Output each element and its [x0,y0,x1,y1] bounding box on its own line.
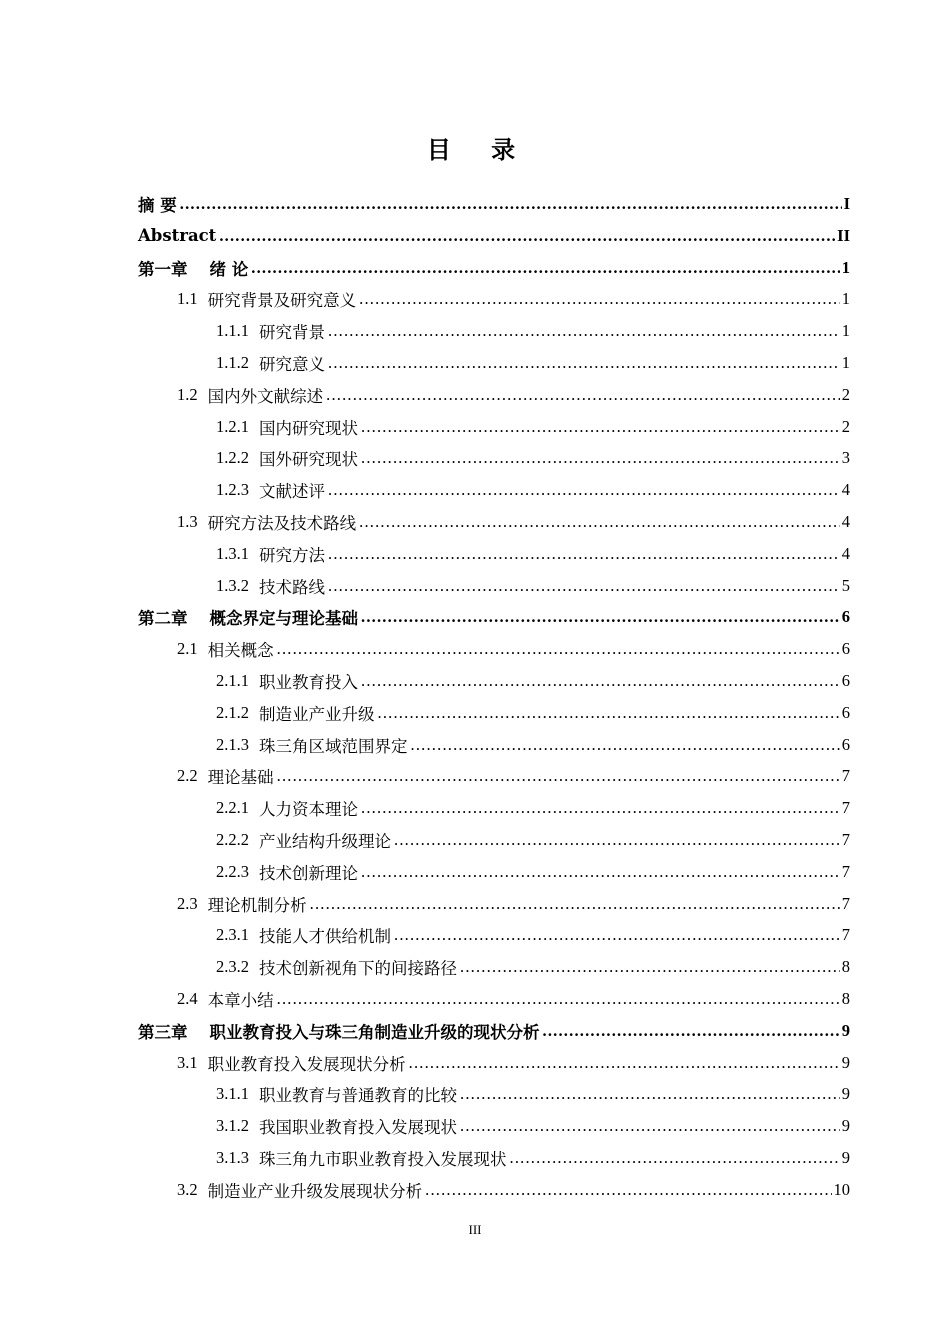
toc-entry-number: 2.3.2 [216,957,249,977]
toc-entry-label: 研究背景 [259,323,325,343]
toc-entry[interactable] [216,474,850,506]
toc-entry-number: 1.3 [177,512,198,531]
toc-entry[interactable] [216,538,850,570]
toc-entry-label: 绪 论 [209,259,249,279]
toc-entry-label: 职业教育投入 [259,673,358,692]
toc-entry-number: 3.1 [177,1052,198,1072]
toc-entry-page: II [837,225,850,245]
toc-entry[interactable] [216,792,850,824]
toc-entry-number: 2.4 [177,989,198,1008]
toc-entry-page: 9 [841,1148,850,1167]
toc-entry[interactable] [216,665,850,697]
toc-entry-label: 技能人才供给机制 [259,927,391,947]
toc-entry-number: 1.2 [177,384,198,404]
toc-entry-number: 3.1.3 [216,1148,249,1167]
toc-entry-number: 1.3.1 [216,543,249,563]
toc-entry-page: I [843,194,850,213]
toc-entry[interactable] [216,856,850,888]
toc-entry-label: 技术路线 [259,577,325,597]
toc-entry-page: 8 [841,989,850,1008]
dot-leader [328,481,840,499]
toc-entry[interactable] [177,983,850,1015]
toc-entry-page: 4 [841,480,850,500]
toc-entry[interactable] [138,252,850,284]
toc-entry-number: 2.3.1 [216,925,249,945]
toc-entry-label: 制造业产业升级 [259,704,375,724]
toc-entry[interactable] [177,1174,850,1206]
toc-entry-label: 职业教育与普通教育的比较 [259,1086,457,1106]
dot-leader [359,513,840,531]
toc-entry[interactable] [216,729,850,761]
toc-entry[interactable] [177,379,850,411]
toc-entry[interactable] [216,951,850,983]
toc-entry-number: 2.1 [177,639,198,659]
toc-entry-number: 2.2 [177,766,198,786]
toc-entry-page: 3 [841,448,850,468]
toc-entry-label: 我国职业教育投入发展现状 [259,1118,457,1138]
toc-entry-number: 第三章 [138,1022,188,1042]
dot-leader [328,322,840,340]
toc-entry-label: 产业结构升级理论 [259,832,391,851]
toc-entry-label: Abstract [138,226,217,246]
toc-entry-page: 10 [833,1179,850,1199]
toc-entry-number: 2.1.3 [216,734,249,754]
toc-entry-number: 第一章 [138,259,188,279]
toc-entry[interactable] [138,601,850,633]
dot-leader [460,958,840,976]
dot-leader [328,354,840,372]
dot-leader [361,418,840,436]
toc-entry-page: 7 [841,925,850,945]
toc-entry-label: 人力资本理论 [259,800,358,820]
toc-entry-number: 1.1.2 [216,353,249,372]
toc-entry[interactable] [138,220,850,252]
dot-leader [328,545,840,563]
toc-entry-page: 5 [841,575,850,595]
toc-entry-number: 1.2.3 [216,480,249,500]
toc-entry-page: 9 [841,1116,850,1136]
dot-leader [394,926,840,944]
toc-entry-number: 2.3 [177,893,198,913]
toc-entry-label: 文献述评 [259,482,325,502]
dot-leader [394,831,840,849]
toc-entry-label: 国外研究现状 [259,450,358,470]
toc-entry-number: 2.2.1 [216,798,249,818]
toc-entry-number: 3.2 [177,1179,198,1199]
toc-entry-label: 研究意义 [259,355,325,374]
dot-leader [425,1181,831,1199]
toc-entry-page: 6 [841,639,850,659]
toc-entry-number: 3.1.2 [216,1116,249,1136]
dot-leader [328,577,840,595]
dot-leader [543,1022,840,1040]
toc-entry-label: 概念界定与理论基础 [209,609,358,629]
toc-entry[interactable] [216,1078,850,1110]
toc-entry-page: 4 [841,543,850,563]
toc-entry[interactable] [177,760,850,792]
page-title: 目 录 [426,135,532,164]
dot-leader [251,259,840,277]
dot-leader [180,195,842,213]
toc-entry-page: 7 [841,861,850,881]
toc-entry[interactable] [216,570,850,602]
toc-entry-label: 理论机制分析 [207,895,307,915]
toc-entry[interactable] [216,919,850,951]
dot-leader [361,672,840,690]
dot-leader [277,990,840,1008]
dot-leader [460,1085,840,1103]
dot-leader [310,895,840,913]
toc-entry-number: 1.1 [177,289,198,309]
toc-entry[interactable] [216,1142,850,1174]
toc-entry-label: 研究方法及技术路线 [207,514,357,533]
toc-entry-page: 1 [841,353,850,372]
toc-entry[interactable] [216,697,850,729]
dot-leader [361,608,840,626]
toc-entry-number: 3.1.1 [216,1084,249,1104]
toc-entry-number: 第二章 [138,609,188,629]
dot-leader [219,227,835,245]
toc-entry-label: 摘 要 [138,196,177,215]
toc-entry-number: 2.2.3 [216,861,249,881]
toc-entry[interactable] [177,1047,850,1079]
toc-entry[interactable] [138,188,850,220]
toc-entry-page: 9 [841,1052,850,1072]
toc-entry-page: 7 [841,766,850,786]
toc-entry[interactable] [177,283,850,315]
toc-entry-label: 制造业产业升级发展现状分析 [207,1181,423,1201]
toc-entry-page: 7 [841,798,850,818]
toc-entry[interactable] [177,506,850,538]
toc-entry[interactable] [216,824,850,856]
toc-entry[interactable] [216,347,850,379]
toc-entry-page: 1 [841,321,850,341]
dot-leader [361,449,840,467]
toc-entry[interactable] [216,315,850,347]
dot-leader [411,736,840,754]
toc-entry-page: 7 [841,830,850,849]
toc-entry-page: 2 [841,384,850,404]
toc-entry-number: 2.1.1 [216,671,249,690]
toc-entry[interactable] [216,442,850,474]
toc-entry-label: 珠三角区域范围界定 [259,736,408,756]
toc-entry-page: 8 [841,957,850,977]
toc-entry-page: 6 [841,607,850,627]
toc-entry-page: 6 [841,702,850,722]
dot-leader [277,767,840,785]
dot-leader [326,386,840,404]
toc-entry[interactable] [177,633,850,665]
toc-entry-page: 1 [841,257,850,277]
toc-entry-number: 1.2.1 [216,416,249,436]
dot-leader [460,1117,840,1135]
dot-leader [378,704,840,722]
toc-entry-page: 7 [841,893,850,913]
toc-entry[interactable] [216,411,850,443]
dot-leader [361,863,840,881]
toc-entry-label: 珠三角九市职业教育投入发展现状 [259,1150,507,1169]
toc-entry-label: 技术创新视角下的间接路径 [259,959,457,979]
toc-entry-page: 9 [841,1084,850,1104]
toc-entry[interactable] [177,888,850,920]
dot-leader [510,1149,840,1167]
toc-entry-page: 6 [841,671,850,690]
toc-entry-number: 1.3.2 [216,575,249,595]
toc-entry-label: 国内外文献综述 [207,386,324,406]
toc-entry-page: 4 [841,512,850,531]
toc-entry-label: 技术创新理论 [259,863,358,883]
toc-entry-number: 2.2.2 [216,830,249,849]
toc-entry-page: 9 [841,1020,850,1040]
dot-leader [359,290,840,308]
toc-entry-label: 相关概念 [207,641,274,661]
toc-entry-page: 1 [841,289,850,309]
toc-entry-label: 职业教育投入发展现状分析 [207,1054,406,1074]
toc-entry-page: 6 [841,734,850,754]
toc-entry-label: 理论基础 [207,768,274,788]
dot-leader [409,1054,840,1072]
toc-entry-label: 研究背景及研究意义 [207,291,357,311]
toc-entry-number: 2.1.2 [216,702,249,722]
toc-entry-label: 研究方法 [259,545,325,565]
toc-entry-label: 本章小结 [207,991,274,1010]
toc-entry[interactable] [138,1015,850,1047]
toc-entry-number: 1.1.1 [216,321,249,341]
toc-entry-label: 职业教育投入与珠三角制造业升级的现状分析 [209,1022,540,1042]
dot-leader [277,640,840,658]
toc-entry-page: 2 [841,416,850,436]
toc-entry-label: 国内研究现状 [259,418,358,438]
toc-entry-number: 1.2.2 [216,448,249,468]
dot-leader [361,799,840,817]
page-number-footer: III [468,1222,482,1237]
toc-entry[interactable] [216,1110,850,1142]
